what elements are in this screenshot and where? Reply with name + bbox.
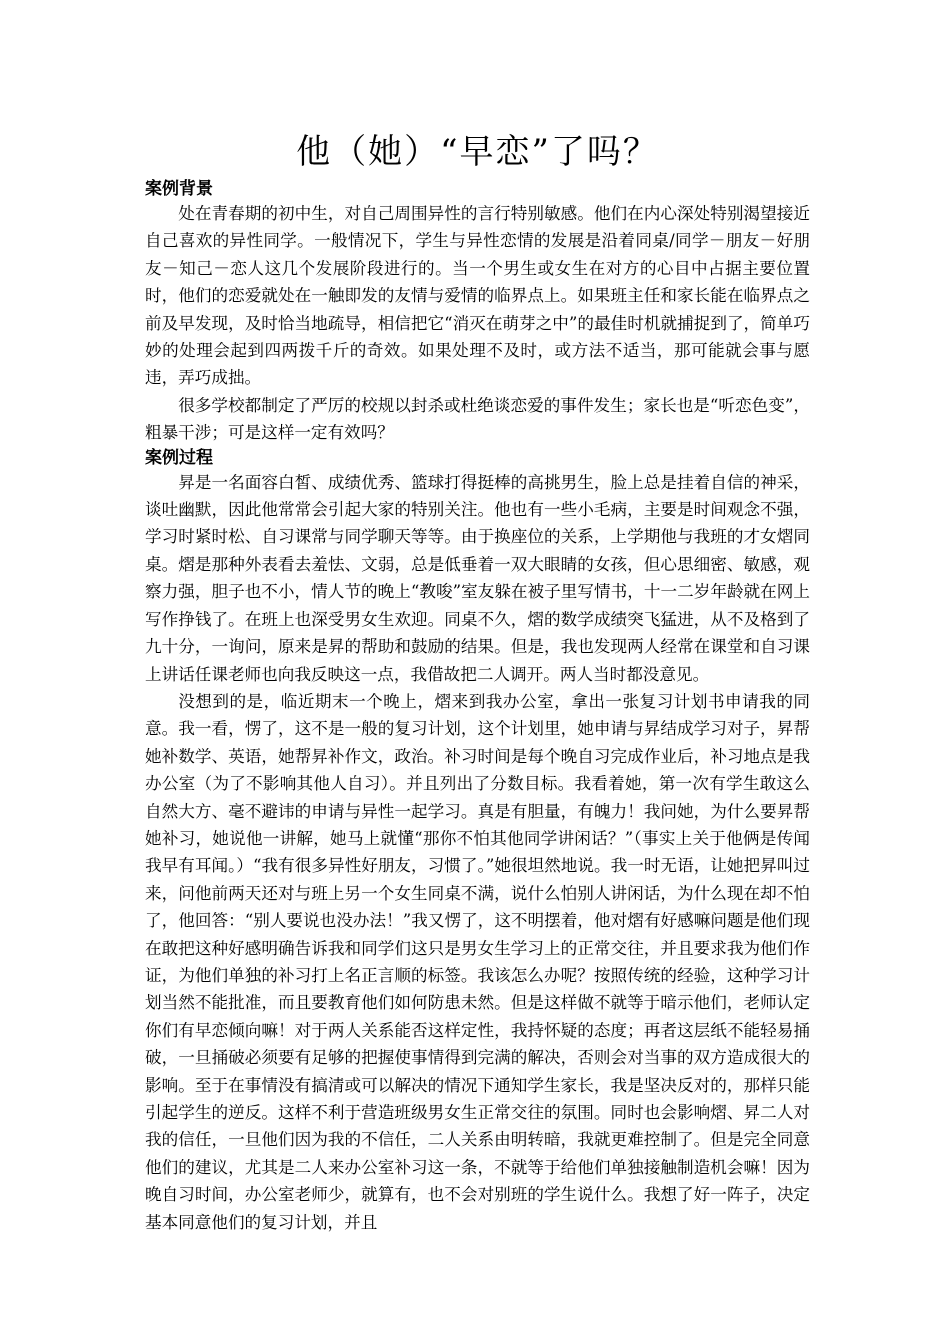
paragraph: 昇是一名面容白皙、成绩优秀、篮球打得挺棒的高挑男生，脸上总是挂着自信的神采，谈吐幽默，因此他常常会引起大家的特别关注。他也有一些小毛病，主要是时间观念不强，学习时紧时松、自习课常与同学聊天等等。由于换座位的关系，上学期他与我班的才女熠同桌。熠是那种外表看去羞怯、文弱，总是低垂着一双大眼睛的女孩，但心思细密、敏感，观察力强，胆子也不小，情人节的晚上“教唆”室友躲在被子里写情书，十一二岁年龄就在网上写作挣钱了。在班上也深受男女生欢迎。同桌不久，熠的数学成绩突飞猛进，从不及格到了九十分，一询问，原来是昇的帮助和鼓励的结果。但是，我也发现两人经常在课堂和自习课上讲话任课老师也向我反映这一点，我借故把二人调开。两人当时都没意见。 (145, 472, 810, 684)
paragraph: 很多学校都制定了严厉的校规以封杀或杜绝谈恋爱的事件发生；家长也是“听恋色变”，粗暴干涉；可是这样一定有效吗？ (145, 395, 810, 443)
section-heading-background: 案例背景 (145, 179, 213, 199)
section-background (145, 178, 810, 447)
section-heading-process: 案例过程 (145, 447, 213, 468)
document-title: 他（她）“早恋”了吗？ (296, 132, 659, 172)
section-process (145, 447, 810, 1236)
document-page (145, 128, 810, 1236)
paragraph: 处在青春期的初中生，对自己周围异性的言行特别敏感。他们在内心深处特别渴望接近自己喜欢的异性同学。一般情况下，学生与异性恋情的发展是沿着同桌/同学－朋友－好朋友－知己－恋人这几个发展阶段进行的。当一个男生或女生在对方的心目中占据主要位置时，他们的恋爱就处在一触即发的友情与爱情的临界点上。如果班主任和家长能在临界点之前及早发现，及时恰当地疏导，相信把它“消灭在萌芽之中”的最佳时机就捕捉到了，简单巧妙的处理会起到四两拨千斤的奇效。如果处理不及时，或方法不适当，那可能就会事与愿违，弄巧成拙。 (145, 204, 810, 388)
paragraph: 没想到的是，临近期末一个晚上，熠来到我办公室，拿出一张复习计划书申请我的同意。我一看，愣了，这不是一般的复习计划，这个计划里，她申请与昇结成学习对子，昇帮她补数学、英语，她帮昇补作文，政治。补习时间是每个晚自习完成作业后，补习地点是我办公室（为了不影响其他人自习）。并且列出了分数目标。我看着她，第一次有学生敢这么自然大方、毫不避讳的申请与异性一起学习。真是有胆量，有魄力！我问她，为什么要昇帮她补习，她说他一讲解，她马上就懂“那你不怕其他同学讲闲话？”（事实上关于他俩是传闻我早有耳闻。）“我有很多异性好朋友，习惯了。”她很坦然地说。我一时无语，让她把昇叫过来，问他前两天还对与班上另一个女生同桌不满，说什么怕别人讲闲话，为什么现在却不怕了，他回答：“别人要说也没办法！”我又愣了，这不明摆着，他对熠有好感嘛问题是他们现在敢把这种好感明确告诉我和同学们这只是男女生学习上的正常交往，并且要求我为他们作证，为他们单独的补习打上名正言顺的标签。我该怎么办呢？按照传统的经验，这种学习计划当然不能批准，而且要教育他们如何防患未然。但是这样做不就等于暗示他们，老师认定你们有早恋倾向嘛！对于两人关系能否这样定性，我持怀疑的态度；再者这层纸不能轻易捅破，一旦捅破必须要有足够的把握使事情得到完满的解决，否则会对当事的双方造成很大的影响。至于在事情没有搞清或可以解决的情况下通知学生家长，我是坚决反对的，那样只能引起学生的逆反。这样不利于营造班级男女生正常交往的氛围。同时也会影响熠、昇二人对我的信任，一旦他们因为我的不信任，二人关系由明转暗，我就更难控制了。但是完全同意他们的建议，尤其是二人来办公室补习这一条，不就等于给他们单独接触制造机会嘛！因为晚自习时间，办公室老师少，就算有，也不会对别班的学生说什么。我想了好一阵子，决定基本同意他们的复习计划，并且 (145, 691, 810, 1232)
